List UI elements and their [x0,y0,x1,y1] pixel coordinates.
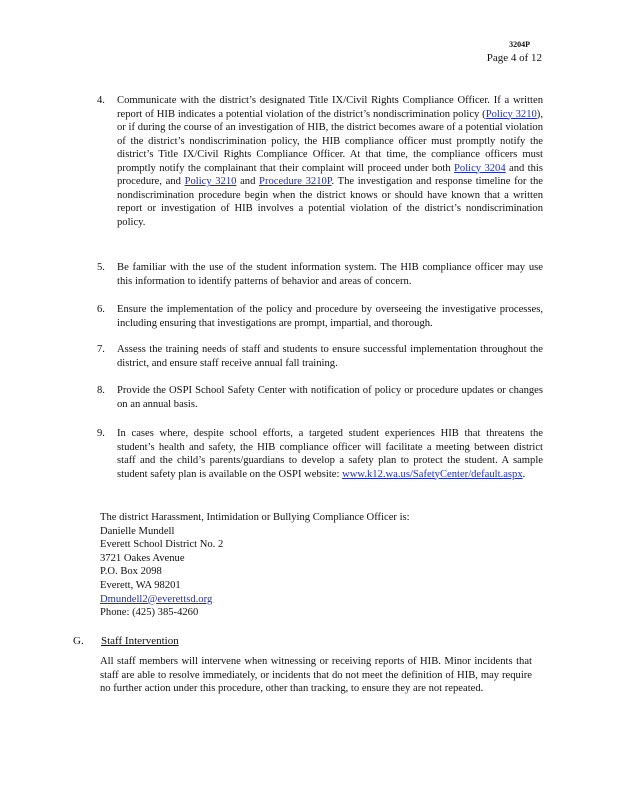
item-number: 8. [97,385,105,396]
list-item [97,94,543,229]
contact-email-link[interactable]: Dmundell2@everettsd.org [100,593,213,605]
inline-link[interactable]: Procedure 3210P [259,176,332,187]
list-item [97,261,543,288]
inline-link[interactable]: www.k12.wa.us/SafetyCenter/default.aspx [342,468,523,480]
item-number: 6. [97,304,105,315]
item-number: 5. [97,262,105,273]
list-item [97,384,543,411]
text-run: Provide the OSPI School Safety Center with notification of policy or procedure updates or changes on an annual basis. [117,385,543,410]
item-number: 7. [97,344,105,355]
item-number: 9. [97,428,105,439]
contact-block [100,511,500,620]
item-text [97,94,543,229]
item-text [97,384,543,411]
section-letter: G. [73,635,84,647]
section-body: All staff members will intervene when witnessing or receiving reports of HIB. Minor incidents that staff are able to resolve immediately, or incidents that do not meet the definition of HIB, may require no further action under this procedure, other than tracking, to ensure they are not repeated. [100,656,532,695]
text-run: Communicate with the district’s designated Title IX/Civil Rights Compliance Officer. If a written report of HIB indicates a potential violation of the district’s nondiscrimination policy ( [117,95,543,120]
item-text [97,303,543,330]
text-run: and [236,176,260,187]
text-run: Assess the training needs of staff and students to ensure successful implementation throughout the district, and ensure staff receive annual fall training. [117,344,543,369]
item-number: 4. [97,95,105,106]
item-text [97,261,543,288]
inline-link[interactable]: Policy 3204 [454,162,506,174]
item-text [97,427,543,481]
page-number: Page 4 of 12 [486,52,542,64]
contact-org: Everett School District No. 2 [100,539,224,551]
contact-intro: The district Harassment, Intimidation or Bullying Compliance Officer is: [100,512,410,523]
contact-phone: Phone: (425) 385-4260 [100,607,199,619]
contact-pobox: P.O. Box 2098 [100,566,162,578]
text-run: Be familiar with the use of the student information system. The HIB compliance officer may use this information to identify patterns of behavior and areas of concern. [117,262,543,287]
inline-link[interactable]: Policy 3210 [485,108,537,120]
contact-city: Everett, WA 98201 [100,579,181,591]
section-title: Staff Intervention [101,635,179,647]
contact-street: 3721 Oakes Avenue [100,552,185,564]
inline-link[interactable]: Policy 3210 [184,176,237,187]
policy-code: 3204P [509,40,530,49]
text-run: ), or if during the course of an investigation of HIB, the district becomes aware of a potential violation of the district’s nondiscrimination policy, the HIB compliance officer must promptly notify the district’s Title IX/Civil Rights Compliance Officer. At that time, the compliance officers must promptly notify the complainant that their complaint will proceed under both [117,108,543,174]
text-run: . The investigation and response timeline for the nondiscrimination procedure begin when the district knows or should have known that a written report or investigation of HIB involves a potential violation of the district’s nondiscrimination policy. [117,176,543,228]
contact-name: Danielle Mundell [100,525,175,537]
text-run: and this procedure, and [117,162,543,187]
text-run: In cases where, despite school efforts, a targeted student experiences HIB that threatens the student’s health and safety, the HIB compliance officer will facilitate a meeting between district staff and the child’s parents/guardians to develop a safety plan to protect the student. A sample student safety plan is available on the OSPI website: [117,428,543,480]
list-item [97,343,543,370]
list-item [97,303,543,330]
list-item [97,427,543,481]
text-run: . [522,468,526,480]
item-text [97,343,543,370]
text-run: Ensure the implementation of the policy and procedure by overseeing the investigative processes, including ensuring that investigations are prompt, impartial, and thorough. [117,304,543,329]
